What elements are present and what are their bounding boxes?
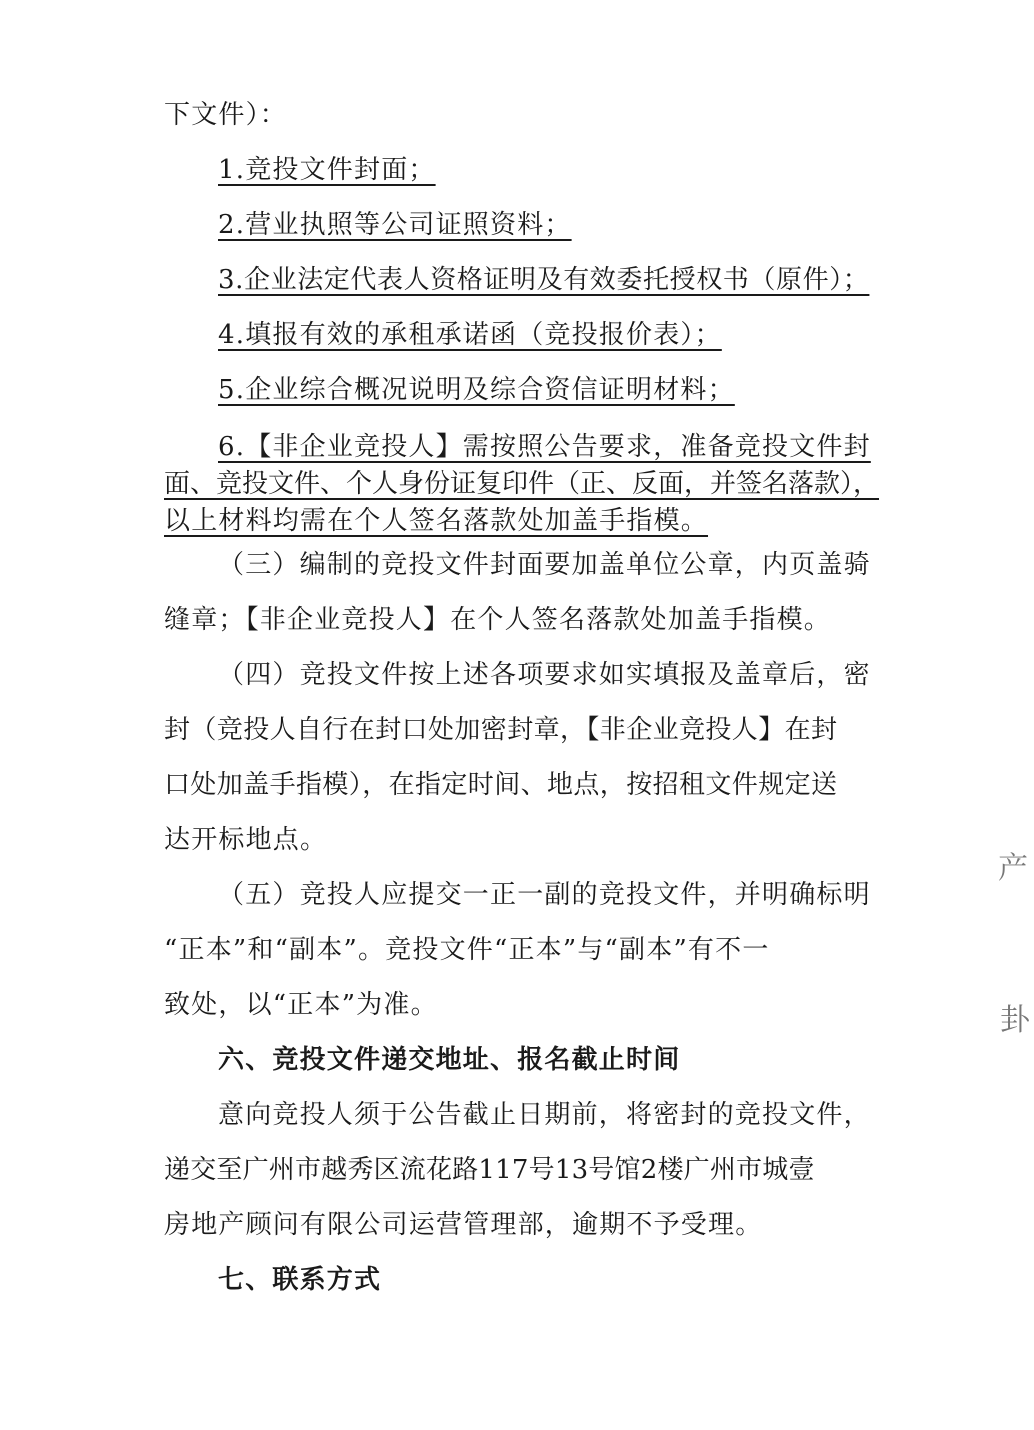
paragraph-line: 房地产顾问有限公司运营管理部，逾期不予受理。 xyxy=(164,1210,763,1240)
list-item xyxy=(218,318,890,352)
list-item-text: 6.【非企业竞投人】需按照公告要求，准备竞投文件封 xyxy=(218,432,871,462)
paragraph-line: 致处，以“正本”为准。 xyxy=(164,990,438,1020)
list-item-text: 3.企业法定代表人资格证明及有效委托授权书（原件）； xyxy=(218,265,870,295)
list-item-text: 1.竞投文件封面； xyxy=(218,155,436,185)
paragraph-line: （四）竞投文件按上述各项要求如实填报及盖章后，密 xyxy=(218,660,871,690)
edge-stamp-mark: 卦 xyxy=(1000,1003,1030,1038)
list-item xyxy=(218,430,890,464)
paragraph-line: 意向竞投人须于公告截止日期前，将密封的竞投文件， xyxy=(218,1100,871,1130)
list-item-text: 5.企业综合概况说明及综合资信证明材料； xyxy=(218,375,735,405)
paragraph-line: 达开标地点。 xyxy=(164,825,328,855)
list-item xyxy=(218,208,890,242)
list-item-continued xyxy=(164,467,890,501)
paragraph-line: 封（竞投人自行在封口处加密封章，【非企业竞投人】在封 xyxy=(164,715,838,745)
list-item-text: 2.营业执照等公司证照资料； xyxy=(218,210,572,240)
paragraph-line: （三）编制的竞投文件封面要加盖单位公章，内页盖骑 xyxy=(218,550,871,580)
paragraph-line: 口处加盖手指模），在指定时间、地点，按招租文件规定送 xyxy=(164,770,838,800)
list-item xyxy=(218,263,890,297)
paragraph-line: 缝章；【非企业竞投人】在个人签名落款处加盖手指模。 xyxy=(164,605,832,635)
list-item-text: 4.填报有效的承租承诺函（竞投报价表）； xyxy=(218,320,722,350)
paragraph-line: “正本”和“副本”。竞投文件“正本”与“副本”有不一 xyxy=(164,935,770,965)
list-item xyxy=(218,373,890,407)
edge-stamp-mark: 产 xyxy=(998,851,1028,886)
list-item-text: 面、竞投文件、个人身份证复印件（正、反面，并签名落款）， xyxy=(164,469,880,499)
section-heading: 七、联系方式 xyxy=(218,1265,382,1295)
paragraph-line: （五）竞投人应提交一正一副的竞投文件，并明确标明 xyxy=(218,880,871,910)
section-heading: 六、竞投文件递交地址、报名截止时间 xyxy=(218,1045,681,1075)
text-line: 下文件）： xyxy=(164,100,288,130)
list-item-text: 以上材料均需在个人签名落款处加盖手指模。 xyxy=(164,506,709,536)
list-item-continued xyxy=(164,504,890,538)
paragraph-line: 递交至广州市越秀区流花路117号13号馆2楼广州市城壹 xyxy=(164,1155,815,1185)
list-item xyxy=(218,153,890,187)
